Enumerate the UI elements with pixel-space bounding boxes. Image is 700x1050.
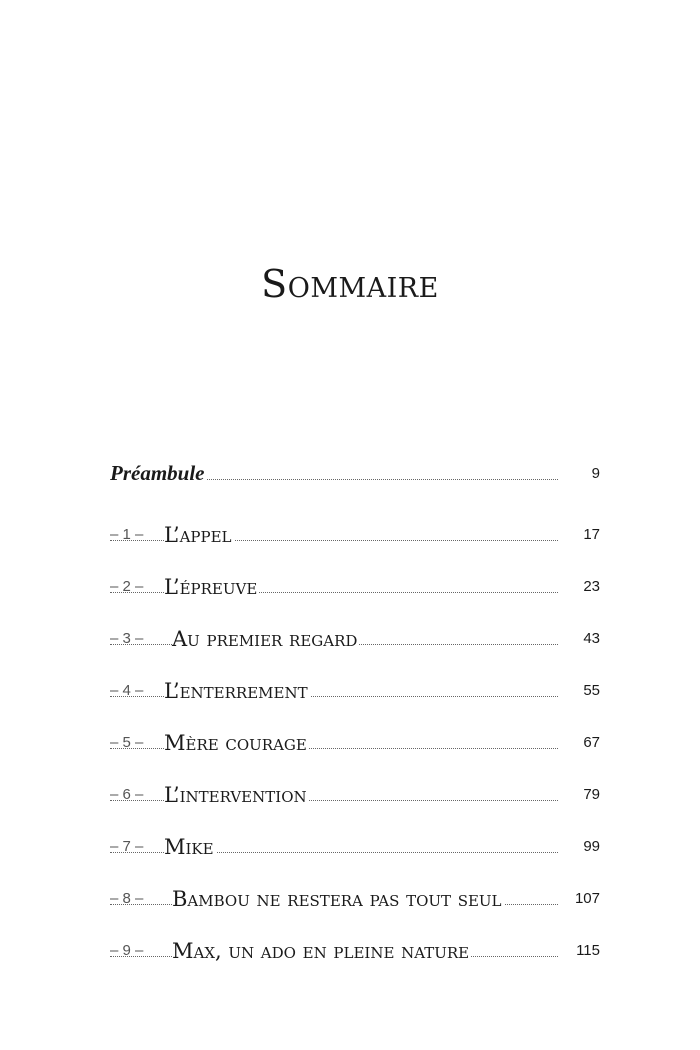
toc-entry-label: L’épreuve xyxy=(164,575,258,599)
chapter-number: – 8 – xyxy=(110,890,144,907)
toc-entry-page: 43 xyxy=(583,630,600,647)
toc-entry-label: L’intervention xyxy=(164,783,307,807)
chapter-number: – 4 – xyxy=(110,682,144,699)
toc-entry-chapter-7[interactable] xyxy=(110,825,600,859)
chapter-number: – 7 – xyxy=(110,838,144,855)
toc-entry-page: 67 xyxy=(583,734,600,751)
toc-entry-chapter-3[interactable] xyxy=(110,617,600,651)
chapter-number: – 2 – xyxy=(110,578,144,595)
toc-entry-page: 9 xyxy=(591,465,600,482)
toc-entry-page: 55 xyxy=(583,682,600,699)
toc-entry-label: Au premier regard xyxy=(172,627,358,651)
toc-entry-page: 99 xyxy=(583,838,600,855)
chapter-number: – 5 – xyxy=(110,734,144,751)
toc-entry-chapter-8[interactable] xyxy=(110,877,600,911)
toc-entry-chapter-4[interactable] xyxy=(110,669,600,703)
toc-entry-chapter-2[interactable] xyxy=(110,565,600,599)
toc-entry-chapter-9[interactable] xyxy=(110,929,600,963)
chapter-number: – 1 – xyxy=(110,526,144,543)
toc-entry-label: Mère courage xyxy=(164,731,307,755)
chapter-number: – 9 – xyxy=(110,942,144,959)
toc-entry-chapter-5[interactable] xyxy=(110,721,600,755)
toc-entry-chapter-6[interactable] xyxy=(110,773,600,807)
toc-entry-label: Préambule xyxy=(110,461,205,485)
toc-entry-label: L’appel xyxy=(164,523,232,547)
toc-entry-chapter-1[interactable] xyxy=(110,513,600,547)
toc-entry-label: Max, un ado en pleine nature xyxy=(172,939,470,963)
toc-entry-page: 79 xyxy=(583,786,600,803)
chapter-number: – 6 – xyxy=(110,786,144,803)
toc-entry-label: Mike xyxy=(164,835,214,859)
toc-entry-label: Bambou ne restera pas tout seul xyxy=(172,887,502,911)
toc-entry-page: 107 xyxy=(574,890,600,907)
toc-entry-label: L’enterrement xyxy=(164,679,308,703)
page-title: Sommaire xyxy=(261,262,439,306)
toc-entry-page: 23 xyxy=(583,578,600,595)
chapter-number: – 3 – xyxy=(110,630,144,647)
toc-entry-page: 17 xyxy=(583,526,600,543)
toc-entry-page: 115 xyxy=(576,942,600,959)
toc-entry-preamble[interactable] xyxy=(110,452,600,486)
